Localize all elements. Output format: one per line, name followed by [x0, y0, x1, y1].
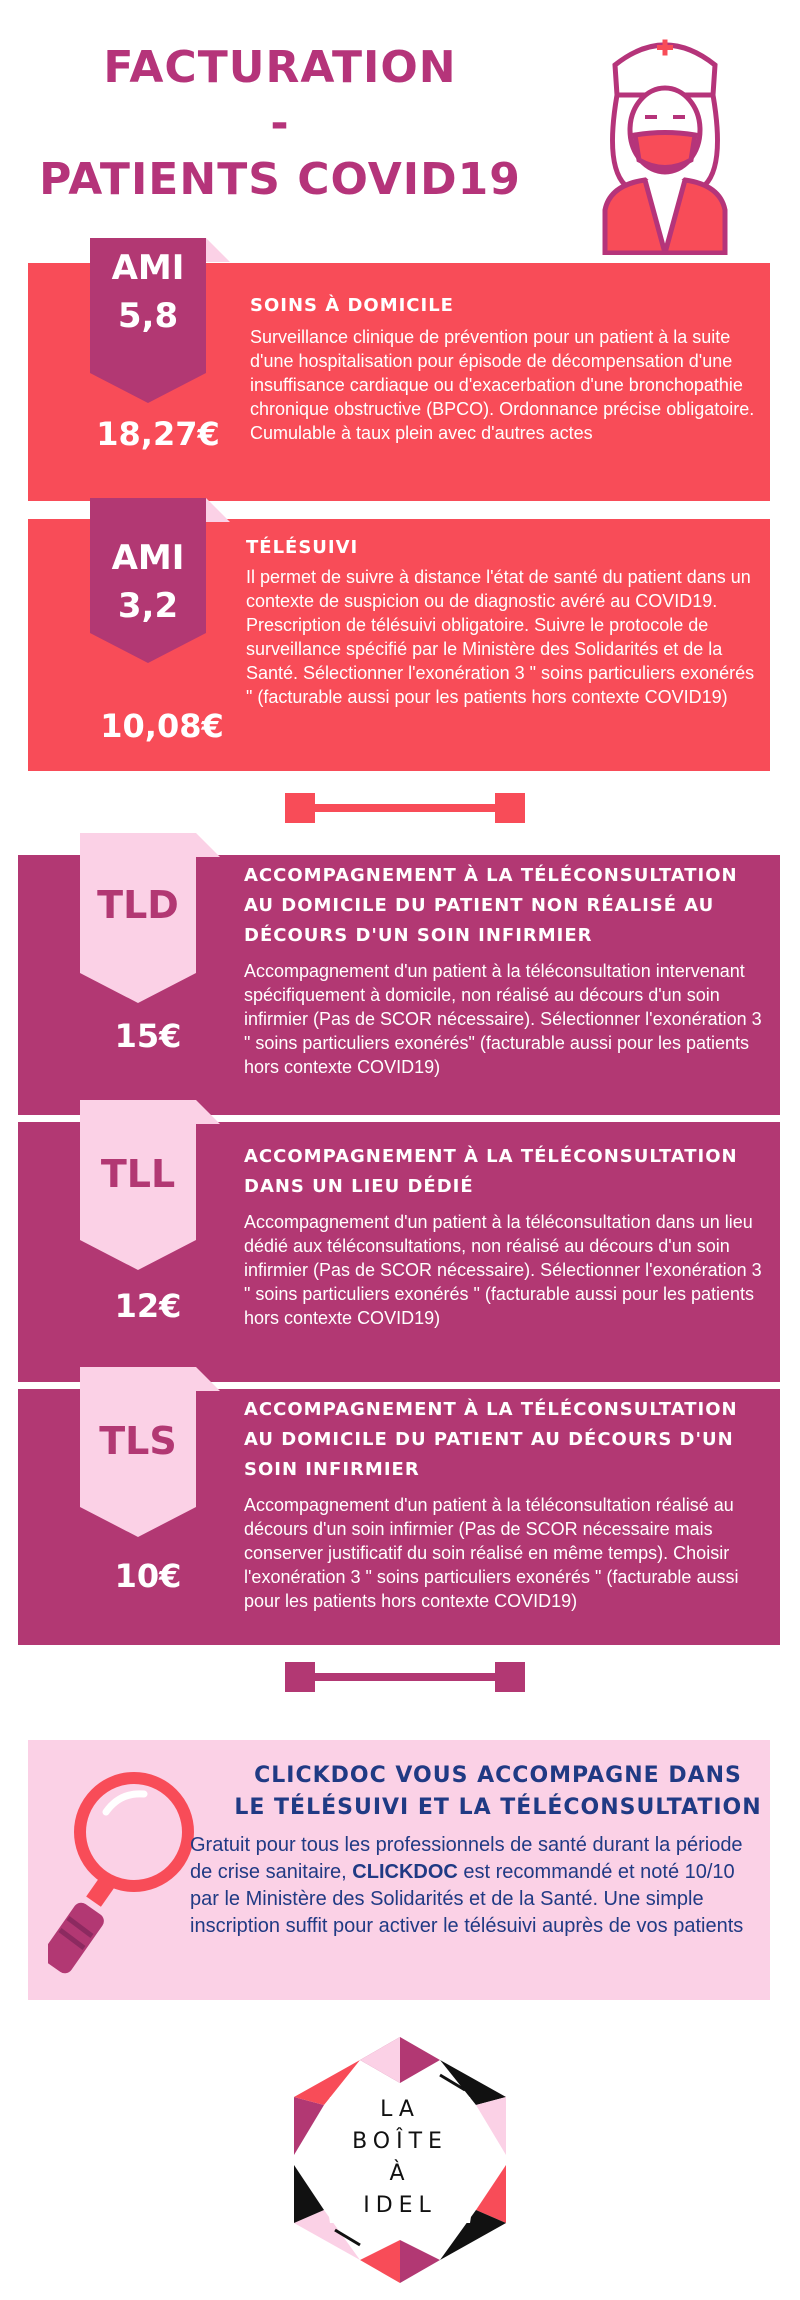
clickdoc-title-line-1: CLICKDOC VOUS ACCOMPAGNE DANS	[254, 1763, 742, 1788]
card-tls	[18, 1389, 780, 1645]
title-line-2: -	[270, 98, 290, 149]
la-boite-a-idel-logo	[290, 2035, 510, 2285]
page-title	[0, 40, 560, 208]
nurse-icon	[585, 25, 745, 255]
card-title: ACCOMPAGNEMENT À LA TÉLÉCONSULTATION DANS UN LIEU DÉDIÉ	[244, 1146, 738, 1197]
code-label: TLL	[100, 1152, 176, 1196]
code-label: AMI	[111, 248, 185, 288]
card-title: ACCOMPAGNEMENT À LA TÉLÉCONSULTATION AU DOMICILE DU PATIENT NON RÉALISÉ AU DÉCOURS D'UN SOIN INFIRMIER	[244, 865, 738, 946]
card-tld	[18, 855, 780, 1115]
price-label: 12€	[114, 1287, 182, 1325]
code-tab	[90, 238, 206, 403]
code-tab	[90, 498, 206, 663]
logo-line-2: BOÎTE	[352, 2129, 448, 2154]
card-title: SOINS À DOMICILE	[250, 295, 454, 316]
section-divider	[285, 793, 525, 823]
card-ami-5-8	[28, 248, 770, 501]
card-description: Accompagnement d'un patient à la téléconsultation dans un lieu dédié aux téléconsultations, non réalisé au décours d'un soin infirmier (Pas de SCOR nécessaire). Sélectionner l'exonération 3 " soins particuliers exonérés " (facturable aussi pour les patients hors contexte COVID19)	[244, 1212, 762, 1328]
card-title: ACCOMPAGNEMENT À LA TÉLÉCONSULTATION AU DOMICILE DU PATIENT AU DÉCOURS D'UN SOIN INFIRMIER	[244, 1399, 738, 1480]
code-label: AMI	[111, 538, 185, 578]
logo-line-4: IDEL	[363, 2193, 437, 2218]
card-description: Accompagnement d'un patient à la téléconsultation réalisé au décours d'un soin infirmier (Pas de SCOR nécessaire mais conserver justificatif du soin réalisé en même temps). Choisir l'exonération 3 " soins particuliers exonérés " (facturable aussi pour les patients hors contexte COVID19)	[244, 1495, 739, 1611]
clickdoc-section	[28, 1740, 770, 2000]
price-label: 10€	[114, 1557, 182, 1595]
price-label: 10,08€	[100, 707, 224, 745]
clickdoc-text-end: est recommandé et noté 10/10 par le Ministère des Solidarités et de la Santé. Une simple inscription suffit pour activer le télésuivi auprès de vos patients	[190, 1861, 744, 1937]
title-line-1: FACTURATION	[103, 42, 457, 93]
code-tab	[80, 1367, 196, 1537]
clickdoc-description	[190, 1832, 760, 1940]
logo-line-3: À	[389, 2161, 411, 2186]
card-title: TÉLÉSUIVI	[246, 537, 359, 558]
clickdoc-brand: CLICKDOC	[352, 1861, 458, 1883]
price-label: 18,27€	[96, 415, 220, 453]
magnifier-icon	[48, 1768, 198, 1978]
card-description: Accompagnement d'un patient à la téléconsultation intervenant spécifiquement à domicile, non réalisé au décours d'un soin infirmier (Pas de SCOR nécessaire). Sélectionner l'exonération 3 " soins particuliers exonérés" (facturable aussi pour les patients hors contexte COVID19)	[244, 961, 762, 1077]
code-tab	[80, 1100, 196, 1270]
code-tab	[80, 833, 196, 1003]
clickdoc-text-start: Gratuit pour tous les professionnels de santé durant la période de crise sanitaire,	[190, 1834, 743, 1883]
clickdoc-title-line-2: LE TÉLÉSUIVI ET LA TÉLÉCONSULTATION	[234, 1795, 762, 1820]
code-label: TLS	[99, 1419, 177, 1463]
logo-line-1: LA	[380, 2097, 420, 2122]
code-value: 3,2	[117, 586, 179, 626]
title-line-3: PATIENTS COVID19	[39, 154, 521, 205]
clickdoc-title	[228, 1760, 768, 1824]
code-value: 5,8	[117, 296, 179, 336]
card-ami-3-2	[28, 519, 770, 771]
code-label: TLD	[97, 883, 179, 927]
card-tll	[18, 1122, 780, 1382]
section-divider	[285, 1662, 525, 1692]
card-description: Il permet de suivre à distance l'état de santé du patient dans un contexte de suspicion ou de diagnostic avéré au COVID19. Prescription de télésuivi obligatoire. Suivre le protocole de surveillance spécifié par le Ministère des Solidarités et de la Santé. Sélectionner l'exonération 3 " soins particuliers exonérés " (facturable aussi pour les patients hors contexte COVID19)	[246, 567, 755, 707]
card-description: Surveillance clinique de prévention pour un patient à la suite d'une hospitalisation pour épisode de décompensation d'une insuffisance cardiaque ou d'exacerbation d'une bronchopathie chronique obstructive (BPCO). Ordonnance précise obligatoire. Cumulable à taux plein avec d'autres actes	[250, 327, 755, 443]
price-label: 15€	[114, 1017, 182, 1055]
